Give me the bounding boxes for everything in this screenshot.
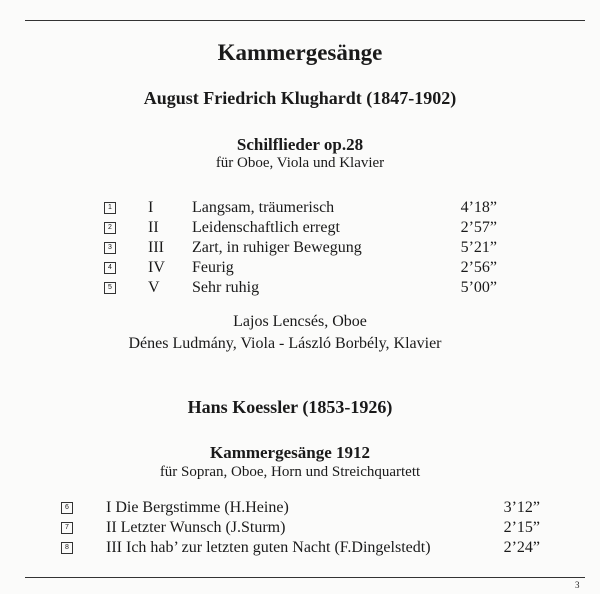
track-title: Leidenschaftlich erregt: [192, 219, 340, 236]
track-duration: 2’57”: [460, 219, 497, 236]
track-row: [0, 538, 600, 558]
composer-1: August Friedrich Klughardt (1847-1902): [143, 88, 457, 108]
track-duration: 4’18”: [460, 199, 497, 216]
page-number: 3: [575, 580, 580, 590]
track-number-box: 2: [104, 222, 116, 234]
track-duration: 2’24”: [503, 539, 540, 556]
track-title: I Die Bergstimme (H.Heine): [106, 499, 289, 516]
track-duration: 5’21”: [460, 239, 497, 256]
work-1-title: Schilflieder op.28: [236, 135, 364, 154]
track-title: III Ich hab’ zur letzten guten Nacht (F.Dingelstedt): [106, 539, 431, 556]
bottom-rule: [25, 577, 585, 578]
track-row: [0, 258, 600, 278]
track-duration: 2’56”: [460, 259, 497, 276]
movement-numeral: I: [148, 199, 154, 216]
movement-numeral: II: [148, 219, 159, 236]
track-number-box: 3: [104, 242, 116, 254]
movement-numeral: III: [148, 239, 164, 256]
track-title: Sehr ruhig: [192, 279, 260, 296]
track-title: Feurig: [192, 259, 234, 276]
track-duration: 5’00”: [460, 279, 497, 296]
top-rule: [25, 20, 585, 21]
track-title: Zart, in ruhiger Bewegung: [192, 239, 362, 256]
work-2-title: Kammergesänge 1912: [209, 443, 371, 462]
track-row: [0, 238, 600, 258]
performer-2: Dénes Ludmány, Viola - László Borbély, Klavier: [128, 335, 442, 352]
performer-1: Lajos Lencsés, Oboe: [233, 313, 367, 330]
track-number-box: 1: [104, 202, 116, 214]
track-number-box: 6: [61, 502, 73, 514]
track-row: [0, 218, 600, 238]
track-duration: 3’12”: [503, 499, 540, 516]
track-number-box: 8: [61, 542, 73, 554]
track-number-box: 4: [104, 262, 116, 274]
track-row: [0, 278, 600, 298]
page-title: Kammergesänge: [217, 40, 383, 65]
track-number-box: 5: [104, 282, 116, 294]
work-1-instrumentation: für Oboe, Viola und Klavier: [215, 155, 385, 171]
track-duration: 2’15”: [503, 519, 540, 536]
movement-numeral: IV: [148, 259, 165, 276]
movement-numeral: V: [148, 279, 160, 296]
track-title: Langsam, träumerisch: [192, 199, 335, 216]
composer-2: Hans Koessler (1853-1926): [187, 397, 393, 417]
track-title: II Letzter Wunsch (J.Sturm): [106, 519, 286, 536]
track-number-box: 7: [61, 522, 73, 534]
track-row: [0, 518, 600, 538]
work-2-instrumentation: für Sopran, Oboe, Horn und Streichquartett: [159, 464, 421, 480]
track-row: [0, 198, 600, 218]
track-row: [0, 498, 600, 518]
